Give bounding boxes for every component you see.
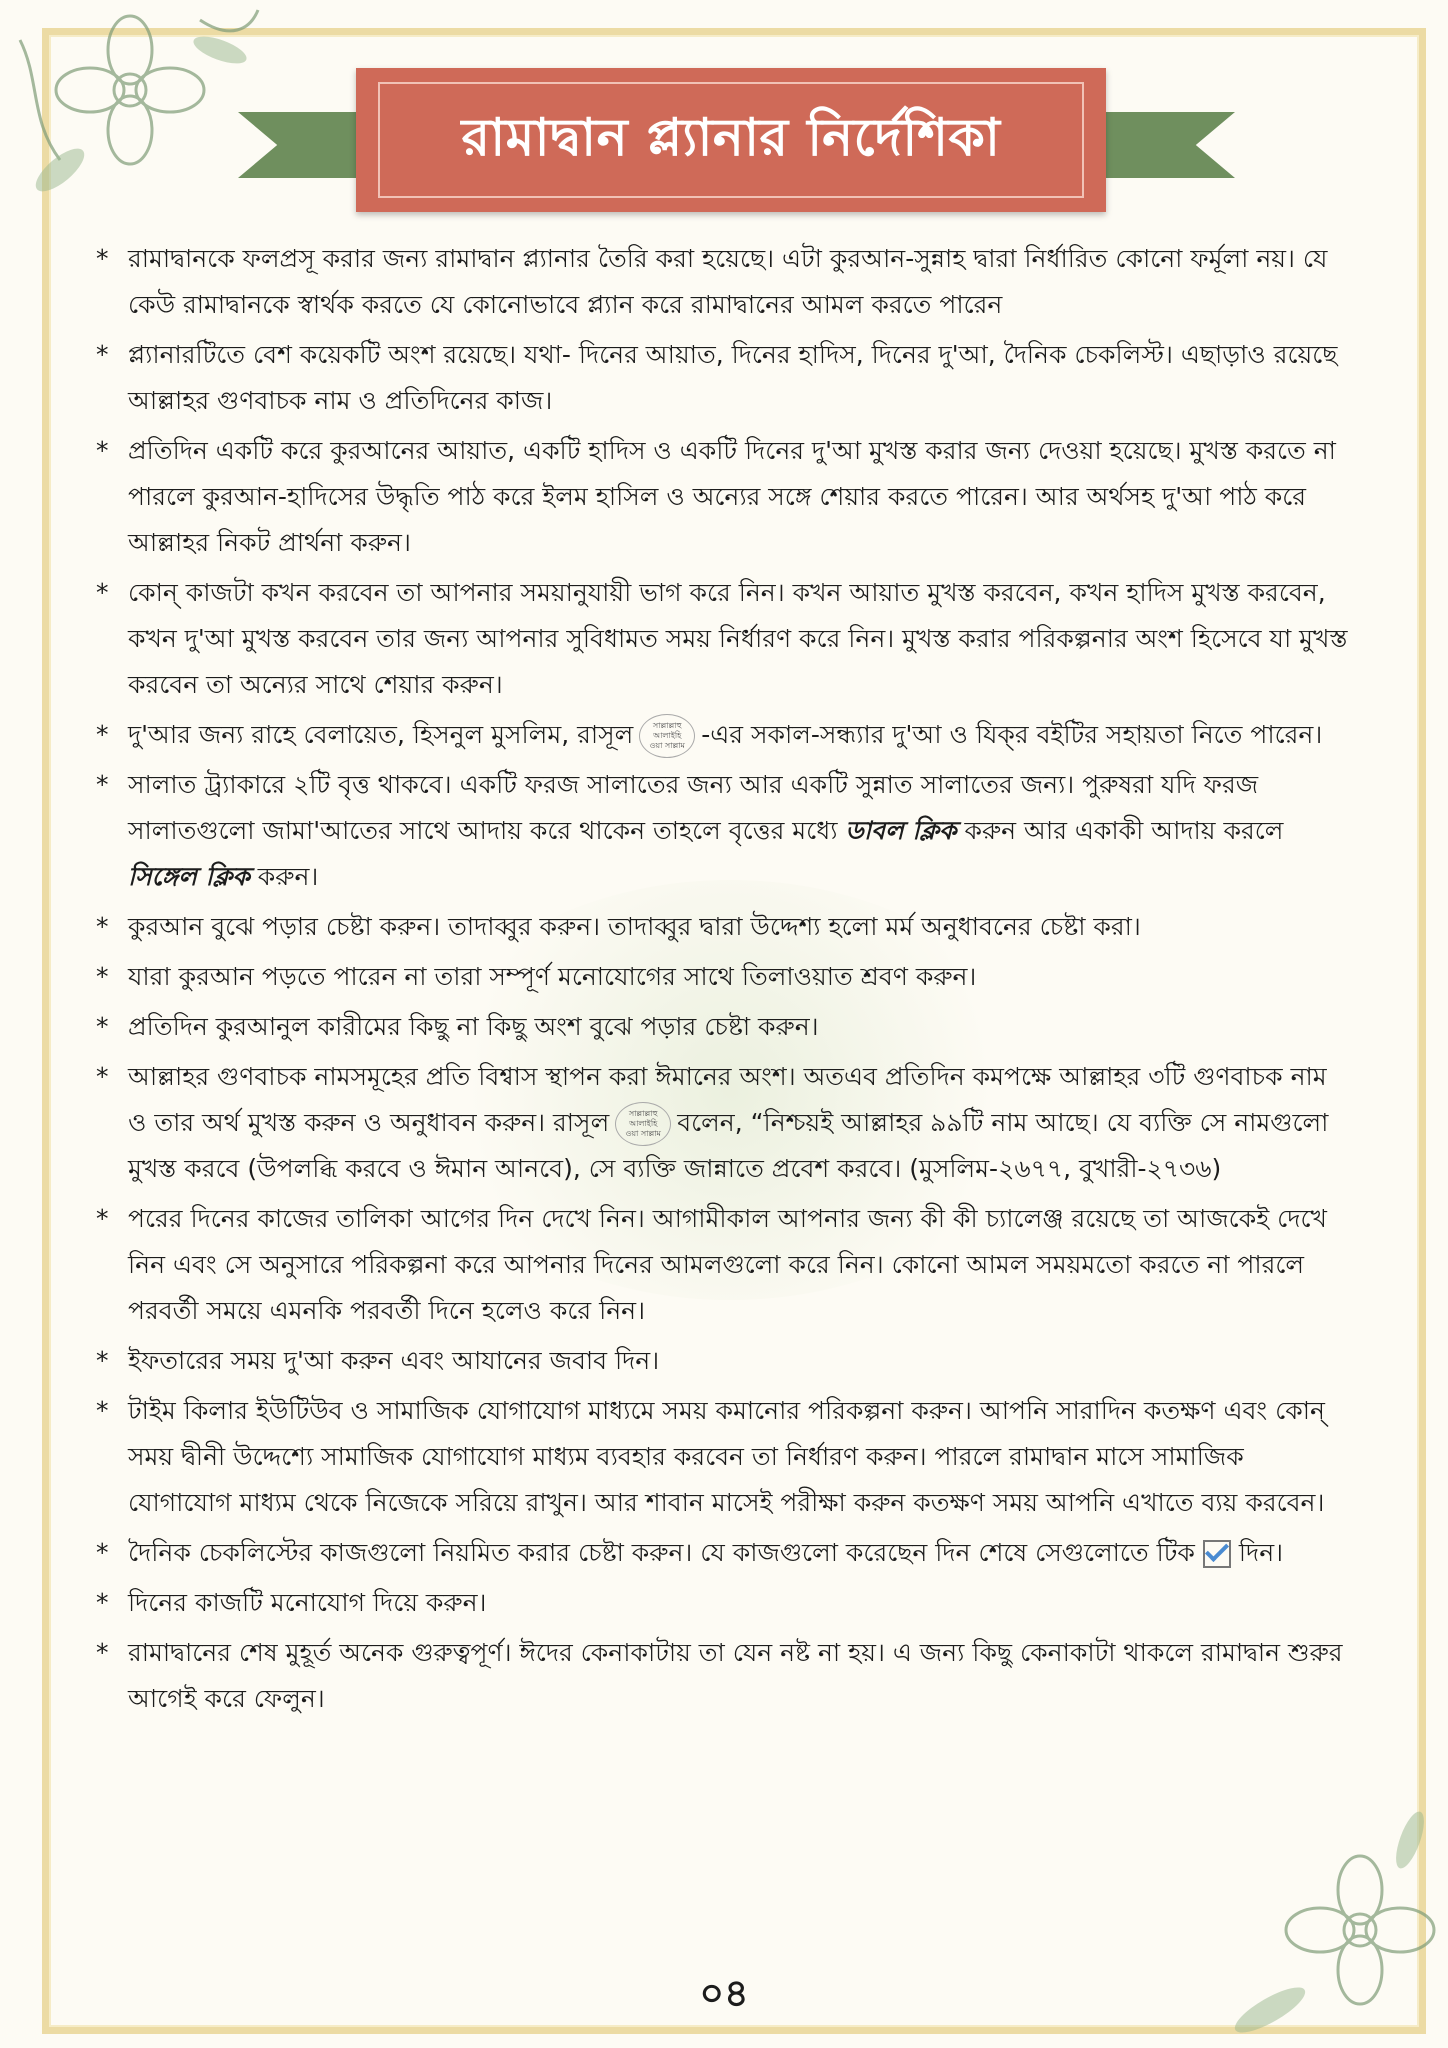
list-item	[96, 1388, 1350, 1526]
bullet-icon: *	[96, 1062, 109, 1091]
list-item	[96, 332, 1350, 424]
list-item-text: সালাত ট্র্যাকারে ২টি বৃত্ত থাকবে। একটি ফরজ সালাতের জন্য আর একটি সুন্নাত সালাতের জন্য। পুরুষরা যদি ফরজ সালাতগুলো জামা'আতের সাথে আদায় করে থাকেন তাহলে বৃত্তের মধ্যে ডাবল ক্লিক করুন আর একাকী আদায় করলে সিঙ্গেল ক্লিক করুন।	[128, 770, 1284, 891]
list-item	[96, 570, 1350, 708]
bullet-icon: *	[96, 770, 109, 799]
list-item	[96, 762, 1350, 900]
instruction-list	[96, 236, 1350, 1726]
list-item-text: কুরআন বুঝে পড়ার চেষ্টা করুন। তাদাব্বুর করুন। তাদাব্বুর দ্বারা উদ্দেশ্য হলো মর্ম অনুধাবনের চেষ্টা করা।	[128, 912, 1141, 941]
checkbox-tick-icon	[1203, 1540, 1231, 1568]
emphasis-double-click: ডাবল ক্লিক	[845, 816, 957, 845]
list-item-text: দৈনিক চেকলিস্টের কাজগুলো নিয়মিত করার চেষ্টা করুন। যে কাজগুলো করেছেন দিন শেষে সেগুলোতে টিক দিন।	[128, 1538, 1284, 1567]
list-item-text: প্ল্যানারটিতে বেশ কয়েকটি অংশ রয়েছে। যথা- দিনের আয়াত, দিনের হাদিস, দিনের দু'আ, দৈনিক চেকলিস্ট। এছাড়াও রয়েছে আল্লাহর গুণবাচক নাম ও প্রতিদিনের কাজ।	[128, 340, 1338, 415]
bullet-icon: *	[96, 1204, 109, 1233]
list-item-text: দিনের কাজটি মনোযোগ দিয়ে করুন।	[128, 1588, 487, 1617]
list-item-text: টাইম কিলার ইউটিউব ও সামাজিক যোগাযোগ মাধ্যমে সময় কমানোর পরিকল্পনা করুন। আপনি সারাদিন কতক্ষণ এবং কোন্ সময় দ্বীনী উদ্দেশ্যে সামাজিক যোগাযোগ মাধ্যম ব্যবহার করবেন তা নির্ধারণ করুন। পারলে রামাদ্বান মাসে সামাজিক যোগাযোগ মাধ্যম থেকে নিজেকে সরিয়ে রাখুন। আর শাবান মাসেই পরীক্ষা করুন কতক্ষণ সময় আপনি এখাতে ব্যয় করবেন।	[128, 1396, 1325, 1517]
list-item-text: রামাদ্বানকে ফলপ্রসূ করার জন্য রামাদ্বান প্ল্যানার তৈরি করা হয়েছে। এটা কুরআন-সুন্নাহ দ্বারা নির্ধারিত কোনো ফর্মূলা নয়। যে কেউ রামাদ্বানকে স্বার্থক করতে যে কোনোভাবে প্ল্যান করে রামাদ্বানের আমল করতে পারেন	[128, 244, 1328, 319]
bullet-icon: *	[96, 1588, 109, 1617]
list-item	[96, 1196, 1350, 1334]
bullet-icon: *	[96, 578, 109, 607]
list-item-text: ইফতারের সময় দু'আ করুন এবং আযানের জবাব দিন।	[128, 1346, 660, 1375]
honorific-icon: সাল্লাল্লাহু আলাইহি ওয়া সাল্লাম	[615, 1102, 671, 1146]
flower-decoration-top-left-icon	[0, 0, 260, 230]
title-banner	[356, 68, 1106, 212]
page-title: রামাদ্বান প্ল্যানার নির্দেশিকা	[461, 107, 1001, 168]
list-item	[96, 1338, 1350, 1384]
bullet-icon: *	[96, 340, 109, 369]
list-item-text: যারা কুরআন পড়তে পারেন না তারা সম্পূর্ণ মনোযোগের সাথে তিলাওয়াত শ্রবণ করুন।	[128, 962, 977, 991]
bullet-icon: *	[96, 1638, 109, 1667]
list-item-text: প্রতিদিন কুরআনুল কারীমের কিছু না কিছু অংশ বুঝে পড়ার চেষ্টা করুন।	[128, 1012, 819, 1041]
bullet-icon: *	[96, 436, 109, 465]
bullet-icon: *	[96, 1012, 109, 1041]
list-item-text: রামাদ্বানের শেষ মুহূর্ত অনেক গুরুত্বপূর্ণ। ঈদের কেনাকাটায় তা যেন নষ্ট না হয়। এ জন্য কিছু কেনাকাটা থাকলে রামাদ্বান শুরুর আগেই করে ফেলুন।	[128, 1638, 1343, 1713]
list-item-text: প্রতিদিন একটি করে কুরআনের আয়াত, একটি হাদিস ও একটি দিনের দু'আ মুখস্ত করার জন্য দেওয়া হয়েছে। মুখস্ত করতে না পারলে কুরআন-হাদিসের উদ্ধৃতি পাঠ করে ইলম হাসিল ও অন্যের সঙ্গে শেয়ার করতে পারেন। আর অর্থসহ দু'আ পাঠ করে আল্লাহর নিকট প্রার্থনা করুন।	[128, 436, 1336, 557]
list-item	[96, 1580, 1350, 1626]
list-item	[96, 428, 1350, 566]
list-item-text: কোন্ কাজটা কখন করবেন তা আপনার সময়ানুযায়ী ভাগ করে নিন। কখন আয়াত মুখস্ত করবেন, কখন হাদিস মুখস্ত করবেন, কখন দু'আ মুখস্ত করবেন তার জন্য আপনার সুবিধামত সময় নির্ধারণ করে নিন। মুখস্ত করার পরিকল্পনার অংশ হিসেবে যা মুখস্ত করবেন তা অন্যের সাথে শেয়ার করুন।	[128, 578, 1348, 699]
emphasis-single-click: সিঙ্গেল ক্লিক	[128, 862, 250, 891]
list-item-text: পরের দিনের কাজের তালিকা আগের দিন দেখে নিন। আগামীকাল আপনার জন্য কী কী চ্যালেঞ্জ রয়েছে তা আজকেই দেখে নিন এবং সে অনুসারে পরিকল্পনা করে আপনার দিনের আমলগুলো করে নিন। কোনো আমল সময়মতো করতে না পারলে পরবর্তী সময়ে এমনকি পরবর্তী দিনে হলেও করে নিন।	[128, 1204, 1327, 1325]
page-number: ০৪	[699, 1971, 749, 2015]
list-item-text: দু'আর জন্য রাহে বেলায়েত, হিসনুল মুসলিম, রাসূল সাল্লাল্লাহু আলাইহি ওয়া সাল্লাম -এর সকাল-সন্ধ্যার দু'আ ও যিক্‌র বইটির সহায়তা নিতে পারেন।	[128, 712, 1350, 758]
list-item	[96, 236, 1350, 328]
list-item	[96, 1630, 1350, 1722]
list-item	[96, 1530, 1350, 1576]
bullet-icon: *	[96, 1396, 109, 1425]
list-item	[96, 712, 1350, 758]
list-item	[96, 1054, 1350, 1192]
list-item	[96, 954, 1350, 1000]
list-item-text: আল্লাহর গুণবাচক নামসমূহের প্রতি বিশ্বাস স্থাপন করা ঈমানের অংশ। অতএব প্রতিদিন কমপক্ষে আল্লাহর ৩টি গুণবাচক নাম ও তার অর্থ মুখস্ত করুন ও অনুধাবন করুন। রাসূল সাল্লাল্লাহু আলাইহি ওয়া সাল্লাম বলেন, “নিশ্চয়ই আল্লাহর ৯৯টি নাম আছে। যে ব্যক্তি সে নামগুলো মুখস্ত করবে (উপলব্ধি করবে ও ঈমান আনবে), সে ব্যক্তি জান্নাতে প্রবেশ করবে। (মুসলিম-২৬৭৭, বুখারী-২৭৩৬)	[128, 1062, 1329, 1183]
bullet-icon: *	[96, 720, 109, 749]
bullet-icon: *	[96, 962, 109, 991]
bullet-icon: *	[96, 912, 109, 941]
honorific-icon: সাল্লাল্লাহু আলাইহি ওয়া সাল্লাম	[639, 714, 695, 758]
bullet-icon: *	[96, 244, 109, 273]
list-item	[96, 1004, 1350, 1050]
bullet-icon: *	[96, 1538, 109, 1567]
list-item	[96, 904, 1350, 950]
bullet-icon: *	[96, 1346, 109, 1375]
